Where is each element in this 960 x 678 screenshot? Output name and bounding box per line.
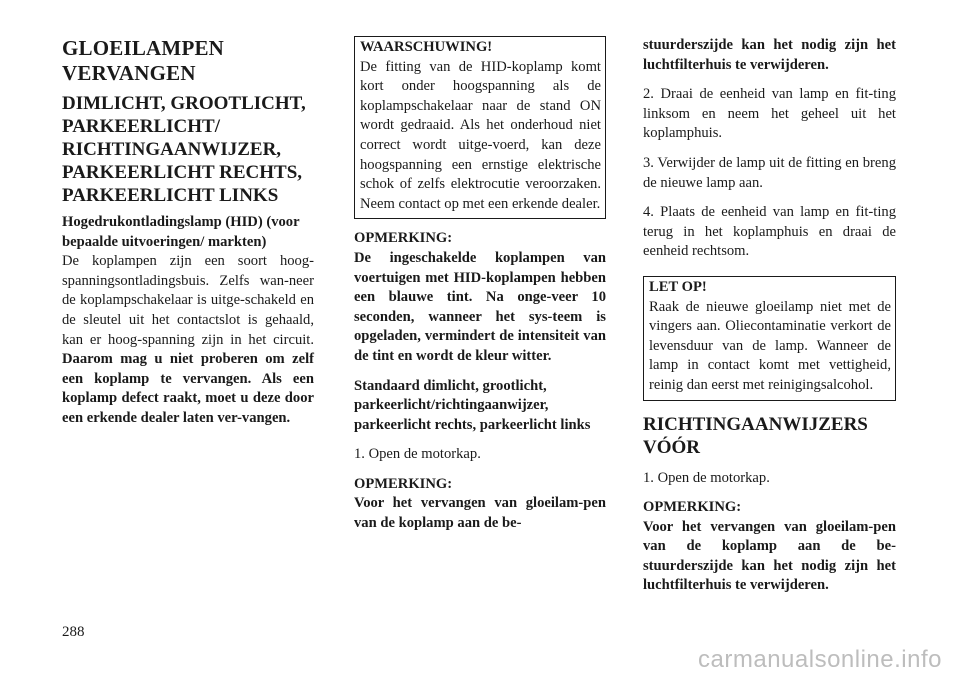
note-text: Voor het vervangen van gloeilam-pen van de koplamp aan de be-	[354, 495, 606, 532]
hid-text-bold: Daarom mag u niet proberen om zelf een koplamp te vervangen. Als een koplamp defect raakt, moet u deze door een erkende dealer laten ver-vangen.	[62, 351, 314, 426]
caution-box	[643, 276, 896, 401]
column-right	[643, 36, 896, 596]
section-heading: DIMLICHT, GROOTLICHT, PARKEERLICHT/ RICHTINGAANWIJZER, PARKEERLICHT RECHTS, PARKEERLICHT LINKS	[62, 93, 306, 206]
caution-title: LET OP!	[649, 278, 707, 295]
note-label: OPMERKING:	[354, 475, 453, 492]
note-text: De ingeschakelde koplampen van voertuigen met HID-koplampen hebben een blauwe tint. Na onge-veer 10 seconden, wanneer het sys-teem is opgeladen, vermindert de intensiteit van de tint en wordt de kleur witter.	[354, 249, 606, 364]
caution-text: Raak de nieuwe gloeilamp niet met de vingers aan. Oliecontaminatie verkort de levensduur van de lamp. Wanneer de lamp in contact komt met vettigheid, reinig dan eerst met reinigingsalcohol.	[649, 298, 891, 393]
note-text-continued: stuurderszijde kan het nodig zijn het luchtfilterhuis te verwijderen.	[643, 37, 896, 73]
step-2: 2. Draai de eenheid van lamp en fit-ting linksom en neem het geheel uit het koplamphuis.	[643, 86, 896, 142]
note-label: OPMERKING:	[643, 499, 742, 516]
step-1: 1. Open de motorkap.	[643, 469, 770, 486]
page-title: GLOEILAMPEN VERVANGEN	[62, 36, 225, 85]
step-4: 4. Plaats de eenheid van lamp en fit-ting terug in het koplamphuis en draai de eenheid rechtsom.	[643, 204, 896, 260]
hid-paragraph	[62, 252, 314, 428]
page-number: 288	[62, 624, 85, 640]
warning-box	[354, 36, 606, 219]
section-title: RICHTINGAANWIJZERS VÓÓR	[643, 413, 868, 458]
watermark: carmanualsonline.info	[698, 646, 942, 673]
column-left	[62, 36, 314, 429]
standard-heading: Standaard dimlicht, grootlicht, parkeerlicht/richtingaanwijzer, parkeerlicht rechts, parkeerlicht links	[354, 377, 591, 433]
hid-text-normal: De koplampen zijn een soort hoog-spanningsontladingsbuis. Zelfs wan-neer de koplampschakelaar is uitge-schakeld en de sleutel uit het contactslot is gehaald, kan er hoog-spanning zijn in het circuit.	[62, 253, 314, 348]
warning-title: WAARSCHUWING!	[360, 39, 493, 55]
step-3: 3. Verwijder de lamp uit de fitting en breng de nieuwe lamp aan.	[643, 154, 896, 191]
column-middle	[354, 36, 606, 534]
note-label: OPMERKING:	[354, 230, 453, 247]
step-1: 1. Open de motorkap.	[354, 446, 481, 463]
note-text: Voor het vervangen van gloeilam-pen van de koplamp aan de be-stuurderszijde kan het nodig zijn het luchtfilterhuis te verwijderen.	[643, 518, 896, 594]
warning-text: De fitting van de HID-koplamp komt kort onder hoogspanning als de koplampschakelaar naar de stand ON wordt gedraaid. Als het onderhoud niet correct wordt uitge-voerd, kan deze hoogspanning een ernstige elektrische schok of zelfs elektrocutie veroorzaken. Neem contact op met een erkende dealer.	[360, 58, 601, 212]
hid-heading: Hogedrukontladingslamp (HID) (voor bepaalde uitvoeringen/ markten)	[62, 214, 300, 250]
